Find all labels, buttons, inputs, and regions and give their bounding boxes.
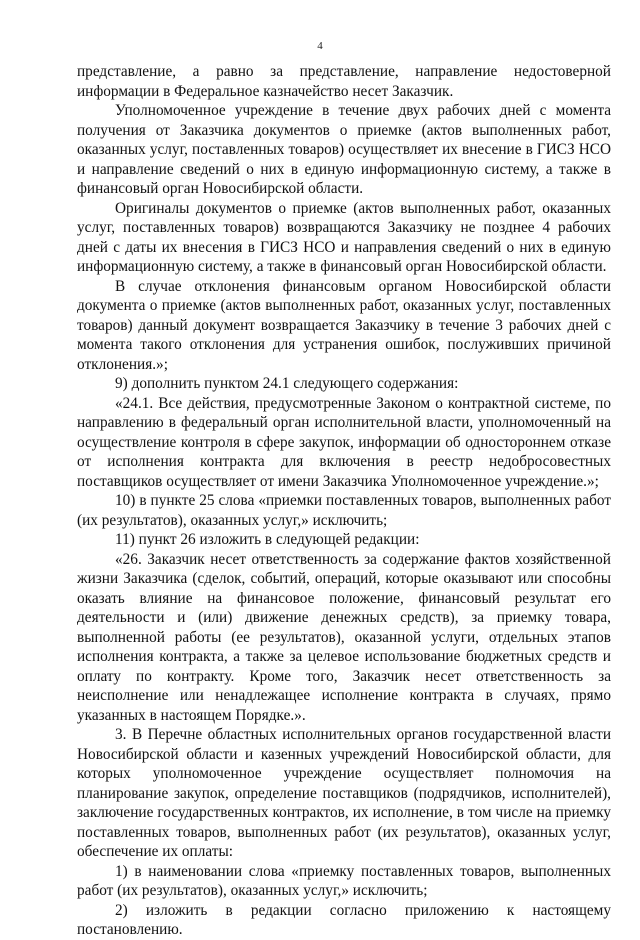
paragraph-5: 9) дополнить пунктом 24.1 следующего содержания:	[115, 375, 459, 392]
paragraph-3: Оригиналы документов о приемке (актов выполненных работ, оказанных услуг, поставленных товаров) возвращаются Заказчику не позднее 4 рабочих дней с даты их внесения в ГИСЗ НСО и направления сведений о них в единую информационную систему, а также в финансовый орган Новосибирской области.	[77, 199, 611, 275]
document-body	[77, 62, 611, 940]
paragraph-2: Уполномоченное учреждение в течение двух рабочих дней с момента получения от Заказчика документов о приемке (актов выполненных работ, оказанных услуг, поставленных товаров) осуществляет их внесение в ГИСЗ НСО и направление сведений о них в единую информационную систему, а также в финансовый орган Новосибирской области.	[77, 102, 611, 197]
paragraph-10: 3. В Перечне областных исполнительных органов государственной власти Новосибирской области и казенных учреждений Новосибирской области, для которых уполномоченное учреждение осуществляет полномочия на планирование закупок, определение поставщиков (подрядчиков, исполнителей), заключение государственных контрактов, их исполнение, в том числе на приемку поставленных товаров, выполненных работ (их результатов), оказанных услуг, обеспечение их оплаты:	[77, 726, 611, 860]
paragraph-1: представление, а равно за представление, направление недостоверной информации в Федеральное казначейство несет Заказчик.	[77, 63, 611, 100]
page-number: 4	[317, 40, 323, 52]
paragraph-9: «26. Заказчик несет ответственность за содержание фактов хозяйственной жизни Заказчика (сделок, событий, операций, которые оказывают или способны оказать влияние на финансовое положение, финансовый результат его деятельности и (или) движение денежных средств), за приемку товара, выполненной работы (ее результатов), оказанной услуги, отдельных этапов исполнения контракта, а также за целевое использование бюджетных средств и оплату по контракту. Кроме того, Заказчик несет ответственность за неисполнение или ненадлежащее исполнение контракта в случаях, прямо указанных в настоящем Порядке.».	[77, 550, 611, 724]
paragraph-4: В случае отклонения финансовым органом Новосибирской области документа о приемке (актов выполненных работ, оказанных услуг, поставленных товаров) данный документ возвращается Заказчику в течение 3 рабочих дней с момента такого отклонения для устранения ошибок, послуживших причиной отклонения.»;	[77, 277, 611, 373]
paragraph-7: 10) в пункте 25 слова «приемки поставленных товаров, выполненных работ (их результатов), оказанных услуг,» исключить;	[77, 492, 611, 529]
paragraph-12: 2) изложить в редакции согласно приложению к настоящему постановлению.	[77, 901, 611, 938]
paragraph-8: 11) пункт 26 изложить в следующей редакции:	[115, 531, 420, 548]
paragraph-11: 1) в наименовании слова «приемку поставленных товаров, выполненных работ (их результатов), оказанных услуг,» исключить;	[77, 862, 611, 899]
paragraph-6: «24.1. Все действия, предусмотренные Законом о контрактной системе, по направлению в федеральный орган исполнительной власти, уполномоченный на осуществление контроля в сфере закупок, информации об одностороннем отказе от исполнения контракта для включения в реестр недобросовестных поставщиков осуществляет от имени Заказчика Уполномоченное учреждение.»;	[77, 394, 611, 490]
